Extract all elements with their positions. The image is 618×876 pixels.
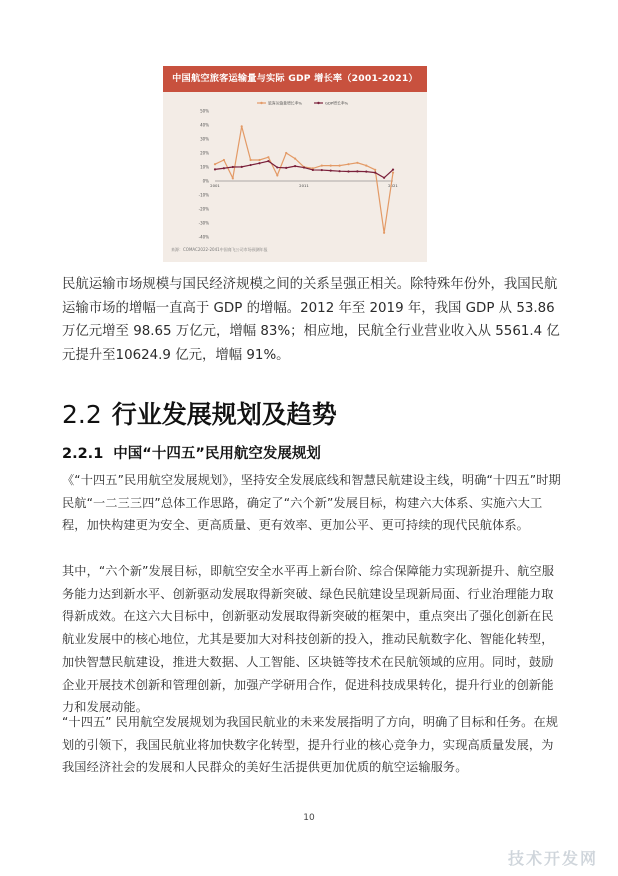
x-tick-label: 2021: [388, 183, 398, 188]
body-paragraph: 《“十四五”民用航空发展规划》，坚持安全发展底线和智慧民航建设主线，明确“十四五”时期民航“一二三三四”总体工作思路，确定了“六个新”发展目标，构建六大体系、实施六大工程，加快构建更为安全、更高质量、更有效率、更加公平、更可持续的现代民航体系。: [62, 473, 561, 533]
section-title: 行业发展规划及趋势: [111, 400, 337, 429]
series-line: [215, 126, 393, 232]
data-point: [339, 170, 341, 172]
legend-label: GDP增长率%: [325, 100, 349, 106]
data-point: [321, 169, 323, 171]
y-tick-label: -10%: [198, 192, 209, 198]
data-point: [392, 172, 394, 174]
series-line: [215, 161, 393, 178]
y-tick-label: 40%: [200, 122, 209, 128]
chart-title: 中国航空旅客运输量与实际 GDP 增长率（2001-2021）: [163, 66, 427, 92]
legend-marker: [260, 102, 262, 104]
x-tick-label: 2011: [299, 183, 309, 188]
data-point: [294, 165, 296, 167]
data-point: [267, 156, 269, 158]
data-point: [250, 159, 252, 161]
y-tick-label: 20%: [200, 150, 209, 156]
y-tick-label: 0%: [202, 178, 209, 184]
data-point: [214, 163, 216, 165]
data-point: [356, 162, 358, 164]
data-point: [303, 166, 305, 168]
subsection-title: 中国“十四五”民用航空发展规划: [113, 446, 321, 462]
y-tick-label: 10%: [200, 164, 209, 170]
data-point: [232, 166, 234, 168]
data-point: [267, 160, 269, 162]
data-point: [312, 169, 314, 171]
data-point: [241, 125, 243, 127]
y-tick-label: 30%: [200, 136, 209, 142]
body-paragraph: 其中，“六个新”发展目标，即航空安全水平再上新台阶、综合保障能力实现新提升、航空服务能力达到新水平、创新驱动发展取得新突破、绿色民航建设呈现新局面、行业治理能力取得新成效。在这六大目标中，创新驱动发展取得新突破的框架中，重点突出了强化创新在民航业发展中的核心地位，尤其是要加大对科技创新的投入，推动民航数字化、智能化转型，加快智慧民航建设，推进大数据、人工智能、区块链等技术在民航领域的应用。同时，鼓励企业开展技术创新和管理创新，加强产学研用合作，促进科技成果转化，提升行业的创新能力和发展动能。: [62, 564, 555, 715]
page-number: 10: [303, 813, 315, 823]
body-paragraph: “十四五” 民用航空发展规划为我国民航业的未来发展指明了方向，明确了目标和任务。在规划的引领下，我国民航业将加快数字化转型，提升行业的核心竞争力，实现高质量发展，为我国经济社会的发展和人民群众的美好生活提供更加优质的航空运输服务。: [62, 715, 559, 775]
data-point: [392, 169, 394, 171]
data-point: [276, 166, 278, 168]
data-point: [285, 152, 287, 154]
data-point: [214, 168, 216, 170]
y-tick-label: -30%: [198, 220, 209, 226]
data-point: [365, 165, 367, 167]
chart-source: 来源：COMAC2022-2041中国商飞公司市场预测年报: [171, 247, 268, 252]
data-point: [374, 172, 376, 174]
data-point: [339, 165, 341, 167]
data-point: [374, 169, 376, 171]
data-point: [223, 159, 225, 161]
y-tick-label: -40%: [198, 234, 209, 240]
data-point: [232, 177, 234, 179]
data-point: [347, 163, 349, 165]
data-point: [241, 166, 243, 168]
data-point: [330, 170, 332, 172]
data-point: [276, 174, 278, 176]
data-point: [383, 177, 385, 179]
data-point: [223, 167, 225, 169]
y-tick-label: 50%: [200, 108, 209, 114]
legend-marker: [317, 102, 319, 104]
data-point: [250, 164, 252, 166]
data-point: [330, 165, 332, 167]
legend-label: 旅客运输量增长率%: [268, 100, 302, 106]
data-point: [258, 159, 260, 161]
section-heading: [62, 398, 337, 432]
intro-paragraph: 民航运输市场规模与国民经济规模之间的关系呈强正相关。除特殊年份外，我国民航运输市场的增幅一直高于 GDP 的增幅。2012 年至 2019 年，我国 GDP 从 53.86 万亿元增至 98.65 万亿元，增幅 83%；相应地，民航全行业营业收入从 5561.4 亿元提升至10624.9 亿元，增幅 91%。: [62, 277, 560, 363]
data-point: [285, 167, 287, 169]
data-point: [356, 170, 358, 172]
y-tick-label: -20%: [198, 206, 209, 212]
data-point: [383, 232, 385, 234]
line-chart: [163, 92, 427, 247]
chart-figure: [163, 66, 427, 262]
watermark: 技术开发网: [507, 849, 598, 868]
data-point: [347, 170, 349, 172]
data-point: [294, 158, 296, 160]
section-number: 2.2: [62, 400, 102, 429]
subsection-heading: [62, 443, 321, 465]
data-point: [365, 171, 367, 173]
data-point: [258, 162, 260, 164]
x-tick-label: 2001: [210, 183, 220, 188]
subsection-number: 2.2.1: [62, 446, 104, 462]
data-point: [321, 165, 323, 167]
